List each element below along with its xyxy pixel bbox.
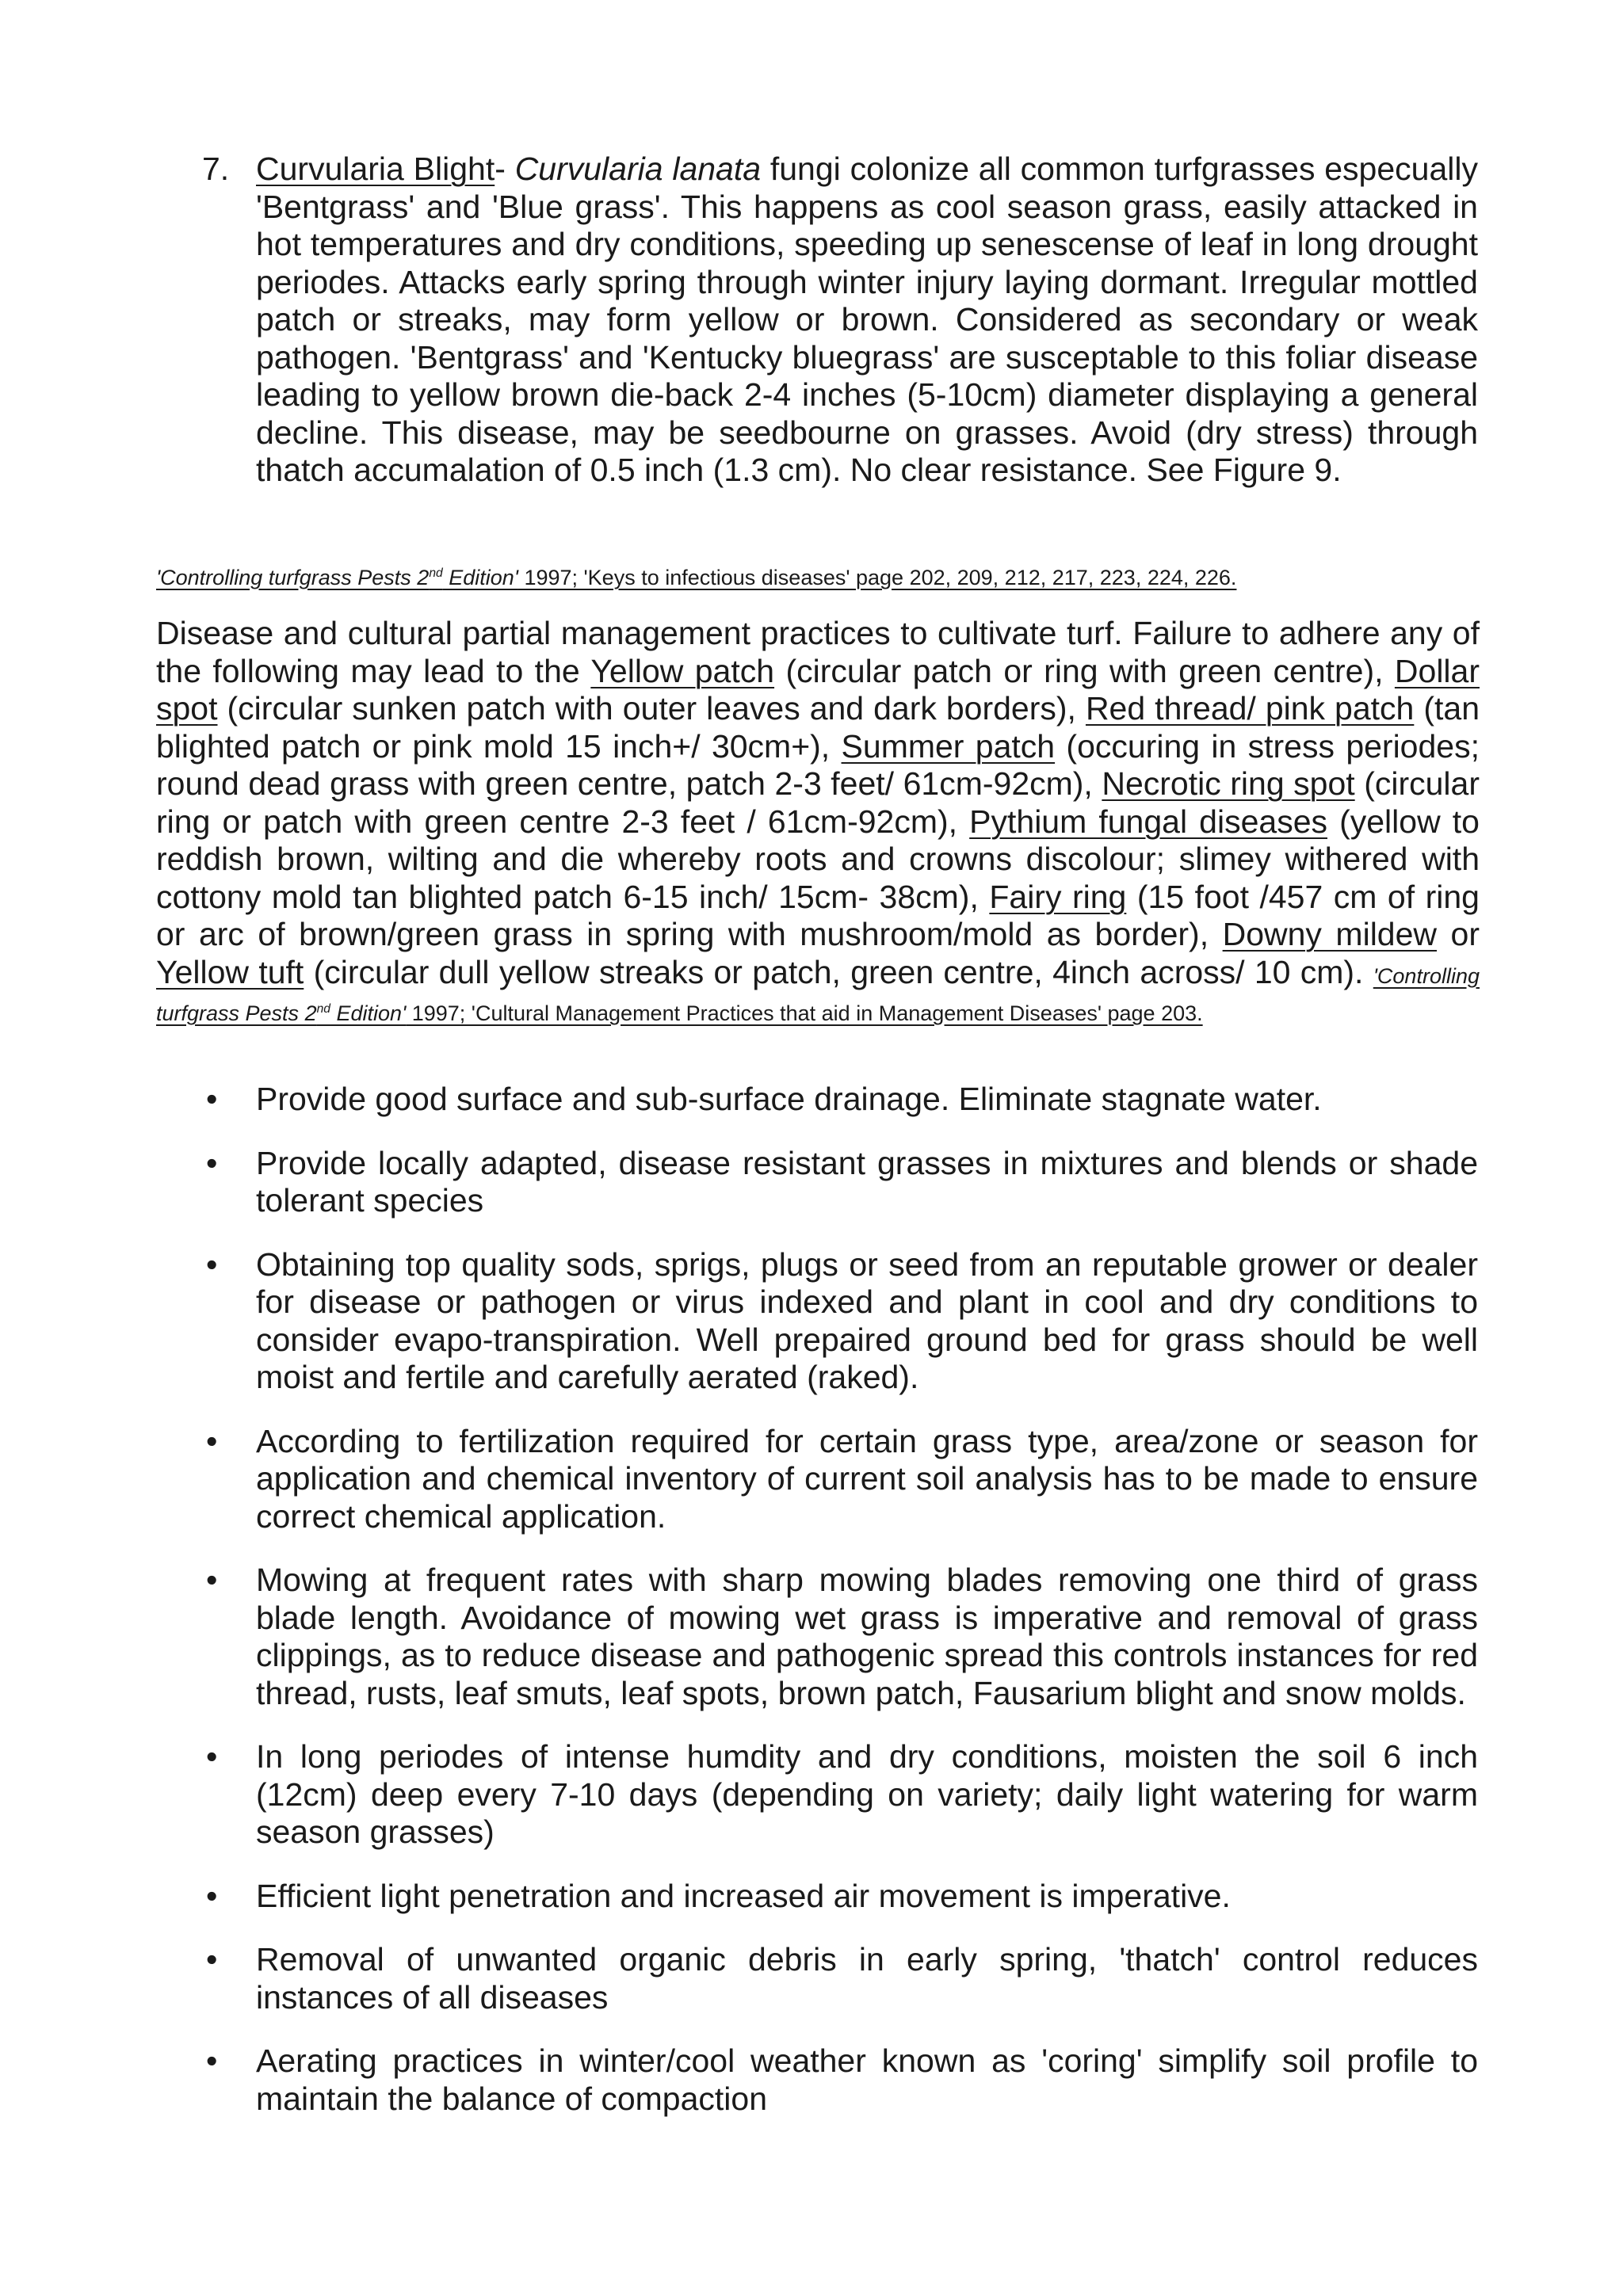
citation-superscript: nd — [316, 1002, 331, 1016]
item-number: 7. — [202, 151, 230, 187]
paragraph-text: Disease and cultural partial management practices to cultivate turf. Failure to adhere any of the following may lead to the — [156, 615, 1480, 689]
paragraph-text: (15 foot /457 cm of ring or arc of brown/green grass in spring with mushroom/mold as border), — [156, 878, 1480, 952]
bullet-icon: • — [206, 1562, 218, 1598]
term-dollar-spot: Dollar spot — [156, 652, 1480, 727]
list-item-text: Aerating practices in winter/cool weather known as 'coring' simplify soil profile to maintain the balance of compaction — [256, 2042, 1478, 2117]
term-downy-mildew: Downy mildew — [1222, 916, 1438, 952]
citation-details: 1997; 'Keys to infectious diseases' page 202, 209, 212, 217, 223, 224, 226. — [517, 566, 1237, 589]
bullet-icon: • — [206, 1422, 218, 1459]
list-item — [202, 1738, 1478, 1852]
paragraph-text: (yellow to reddish brown, wilting and die whereby roots and crowns discolour; slimey withered with cottony mold tan blighted patch 6-15 inch/ 15cm- 38cm), — [156, 803, 1480, 915]
paragraph-text: or — [1437, 916, 1480, 952]
paragraph-text: (tan blighted patch or pink mold 15 inch+/ 30cm+), — [156, 690, 1480, 765]
list-item — [202, 1145, 1478, 1220]
citation-details: 1997; 'Cultural Management Practices that aid in Management Diseases' page 203. — [406, 1001, 1203, 1025]
term-summer-patch: Summer patch — [841, 727, 1056, 765]
bullet-icon: • — [206, 1081, 218, 1117]
list-item-text: Efficient light penetration and increased air movement is imperative. — [256, 1877, 1231, 1914]
list-item — [202, 1081, 1478, 1119]
list-item-text: According to fertilization required for certain grass type, area/zone or season for application and chemical inventory of current soil analysis has to be made to ensure correct chemical application. — [256, 1422, 1478, 1535]
numbered-item-curvularia-blight — [202, 151, 1478, 490]
list-item — [202, 1941, 1478, 2016]
citation-book-title: 'Controlling turfgrass Pests 2 — [156, 566, 430, 589]
term-yellow-patch: Yellow patch — [590, 652, 775, 689]
item-title: Curvularia Blight — [256, 151, 495, 187]
list-item-text: Obtaining top quality sods, sprigs, plugs or seed from an reputable grower or dealer for disease or pathogen or virus indexed and plant in cool and dry conditions to consider evapo-transpiration. Well prepaired ground bed for grass should be well moist and fertile and carefully aerated (raked). — [256, 1245, 1478, 1395]
item-body — [256, 151, 1478, 490]
list-item-text: Removal of unwanted organic debris in early spring, 'thatch' control reduces instances of all diseases — [256, 1941, 1478, 2016]
list-item-text: Provide locally adapted, disease resistant grasses in mixtures and blends or shade tolerant species — [256, 1144, 1478, 1219]
bullet-icon: • — [206, 2042, 218, 2079]
citation-book-edition: Edition' — [442, 566, 518, 589]
bullet-icon: • — [206, 1144, 218, 1181]
list-item — [202, 1246, 1478, 1397]
bullet-icon: • — [206, 1877, 218, 1914]
paragraph-text: (circular patch or ring with green centre), — [774, 652, 1395, 689]
species-name: Curvularia lanata — [514, 151, 762, 187]
citation-superscript: nd — [429, 566, 443, 580]
title-dash: - — [495, 151, 515, 187]
bullet-icon: • — [206, 1941, 218, 1978]
list-item — [202, 1562, 1478, 1712]
bullet-icon: • — [206, 1245, 218, 1283]
term-pythium: Pythium fungal diseases — [969, 803, 1327, 840]
paragraph-text: (circular ring or patch with green centre 2-3 feet / 61cm-92cm), — [156, 765, 1480, 840]
term-yellow-tuft: Yellow tuft — [156, 953, 304, 990]
list-item-text: Mowing at frequent rates with sharp mowing blades removing one third of grass blade length. Avoidance of mowing wet grass is imperative and removal of grass clippings, as to reduce disease and pathogenic spread this controls instances for red thread, rusts, leaf smuts, leaf spots, brown patch, Fausarium blight and snow molds. — [256, 1562, 1478, 1711]
list-item-text: In long periodes of intense humdity and dry conditions, moisten the soil 6 inch (12cm) deep every 7-10 days (depending on variety; daily light watering for warm season grasses) — [256, 1738, 1478, 1850]
list-item-text: Provide good surface and sub-surface drainage. Eliminate stagnate water. — [256, 1081, 1322, 1117]
term-fairy-ring: Fairy ring — [989, 878, 1127, 915]
list-item — [202, 2042, 1478, 2118]
management-practices-list — [202, 1081, 1478, 2118]
list-item — [202, 1423, 1478, 1536]
citation-book-edition: Edition' — [330, 1001, 407, 1025]
bullet-icon: • — [206, 1738, 218, 1775]
list-item — [202, 1878, 1478, 1916]
citation-keys-to-infectious-diseases — [156, 564, 1480, 591]
paragraph-text: (circular dull yellow streaks or patch, green centre, 4inch across/ 10 cm). — [304, 953, 1373, 990]
term-necrotic-ring-spot: Necrotic ring spot — [1102, 765, 1355, 802]
citation-book-title: 'Controlling turfgrass Pests 2 — [156, 963, 1480, 1025]
item-text: fungi colonize all common turfgrasses especually 'Bentgrass' and 'Blue grass'. This happens as cool season grass, easily attacked in hot temperatures and dry conditions, speeding up senescense of leaf in long drought periodes. Attacks early spring through winter injury laying dormant. Irregular mottled patch or streaks, may form yellow or brown. Considered as secondary or weak pathogen. 'Bentgrass' and 'Kentucky bluegrass' are susceptable to this foliar disease leading to yellow brown die-back 2-4 inches (5-10cm) diameter displaying a general decline. This disease, may be seedbourne on grasses. Avoid (dry stress) through thatch accumalation of 0.5 inch (1.3 cm). No clear resistance. See Figure 9. — [256, 151, 1478, 488]
disease-management-paragraph — [156, 615, 1480, 1029]
paragraph-text: (occuring in stress periodes; round dead grass with green centre, patch 2-3 feet/ 61cm-92cm), — [156, 727, 1480, 802]
term-red-thread: Red thread/ pink patch — [1085, 690, 1415, 727]
paragraph-text: (circular sunken patch with outer leaves and dark borders), — [217, 690, 1086, 727]
